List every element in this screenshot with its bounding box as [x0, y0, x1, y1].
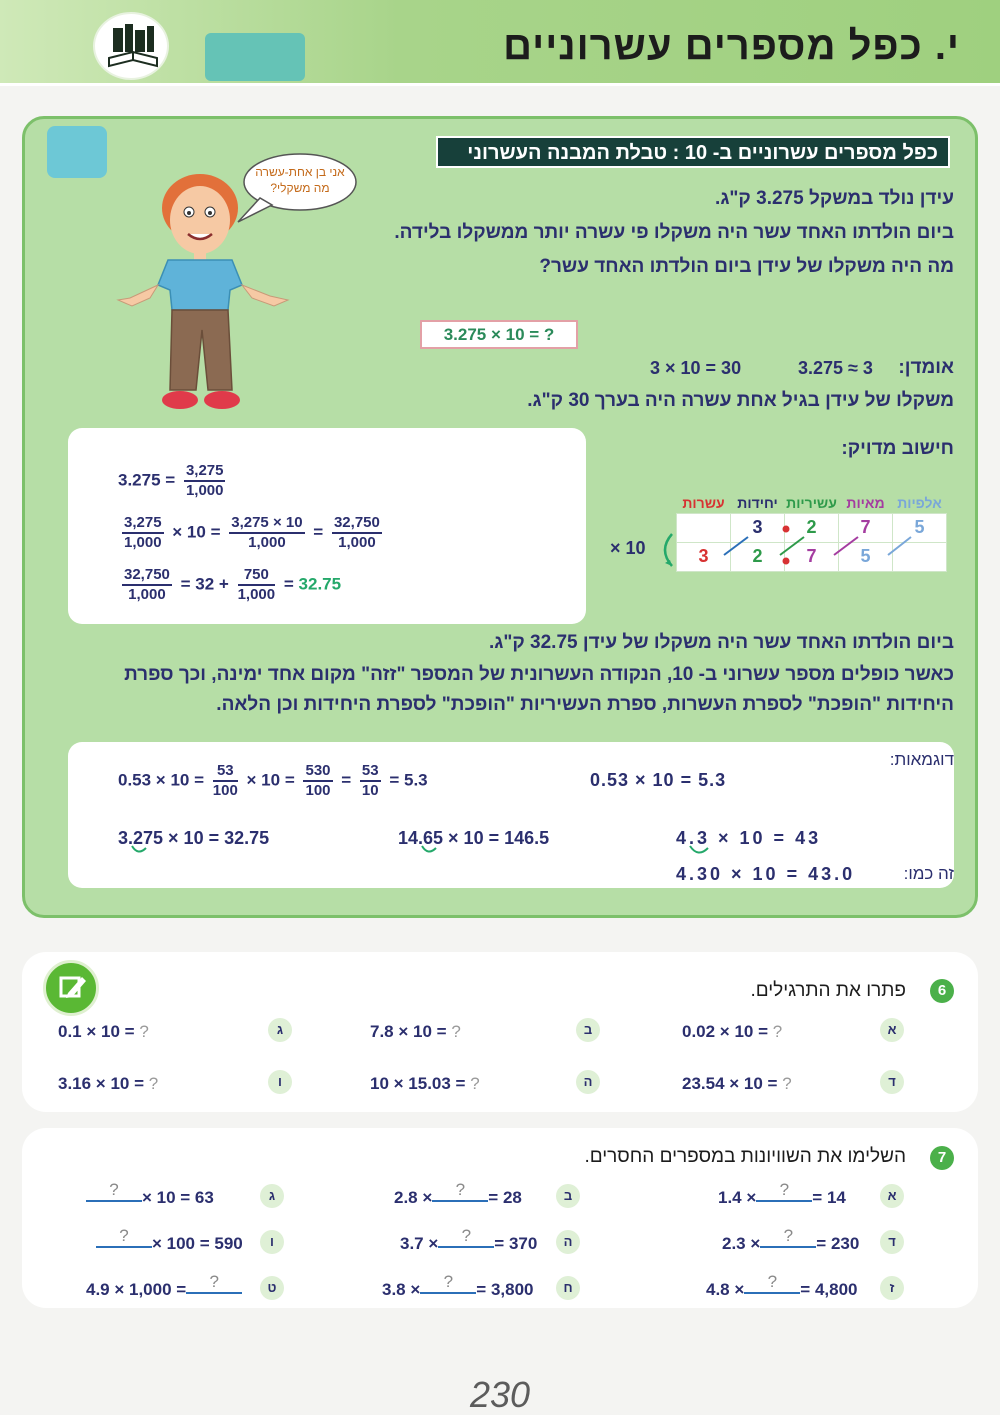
cell: 3 [677, 542, 731, 571]
item-letter: ג [260, 1184, 284, 1208]
boy-illustration [110, 150, 360, 415]
example-2: 0.53 × 10 = 5.3 [590, 770, 727, 790]
rule-line-1: כאשר כופלים מספר עשרוני ב- 10, הנקודה העשרונית של המספר "זזה" מקום אחד ימינה, וכך ספרת [124, 664, 954, 685]
story-line-2: ביום הולדתו האחד עשר היה משקלו פי עשרה יותר ממשקלו בלידה. [394, 222, 954, 243]
cell: 2 [731, 542, 785, 571]
corner-tab [47, 126, 107, 178]
times-ten-label: × 10 [610, 538, 646, 558]
exercise-6-item-a[interactable]: 0.02 × 10 = ? [682, 1022, 783, 1041]
example-5: 4.3 × 10 = 43 [676, 828, 822, 848]
section-heading: כפל מספרים עשרוניים ב- 10 : טבלת המבנה העשרוני [436, 136, 950, 168]
shift-arrows [130, 840, 730, 860]
exercise-7-item-c[interactable]: ? × 10 = 63 [86, 1188, 214, 1210]
cell: 5 [893, 513, 947, 542]
exercise-6-item-b[interactable]: 7.8 × 10 = ? [370, 1022, 461, 1041]
cell: 7 [839, 513, 893, 542]
result-line: ביום הולדתו האחד עשר היה משקלו של עידן 32.75 ק"ג. [488, 632, 954, 653]
exercise-6-item-f[interactable]: 3.16 × 10 = ? [58, 1074, 159, 1093]
exercise-7-item-h[interactable]: 3.8 × ? = 3,800 [382, 1272, 534, 1299]
item-letter: ב [576, 1018, 600, 1042]
item-letter: ד [880, 1230, 904, 1254]
rule-line-2: היחידות "הופכת" לספרת העשרות, ספרת העשיריות "הופכת" לספרת היחידות וכן הלאה. [216, 694, 954, 715]
item-letter: ו [268, 1070, 292, 1094]
item-letter: ה [576, 1070, 600, 1094]
header-tab [205, 33, 305, 81]
exact-label: חישוב מדויק: [841, 438, 954, 459]
estimate-product: 3 × 10 = 30 [650, 358, 742, 378]
pencil-icon [43, 960, 99, 1016]
item-letter: ג [268, 1018, 292, 1042]
page-header [0, 0, 1000, 86]
item-letter: ה [556, 1230, 580, 1254]
page-title: י. כפל מספרים עשרוניים [503, 24, 960, 68]
exact-line-1: 3.275 = $\frac{3,275}{1,000}$ [118, 462, 224, 499]
cell: 5 [839, 542, 893, 571]
story-line-1: עידן נולד במשקל 3.275 ק"ג. [715, 188, 954, 209]
item-letter: ב [556, 1184, 580, 1208]
item-letter: ח [556, 1276, 580, 1300]
item-letter: א [880, 1018, 904, 1042]
estimate-approx: 3.275 ≈ 3 [798, 358, 873, 378]
estimate-label: אומדן: [898, 357, 954, 378]
story-line-3: מה היה משקלו של עידן ביום הולדתו האחד עשר? [539, 256, 954, 277]
exercise-6-item-d[interactable]: 23.54 × 10 = ? [682, 1074, 792, 1093]
exact-line-3: $\frac{32,750}{1,000}$ = 32 + $\frac{750}{1,000}$ = 32.75 [124, 566, 342, 603]
example-6: 4.30 × 10 = 43.0 [676, 864, 856, 884]
reading-book-icon [93, 12, 169, 80]
exercise-7-item-g[interactable]: 4.8 × ? = 4,800 [706, 1272, 858, 1299]
cell: 2 [785, 513, 839, 542]
header-tenths: עשיריות [786, 494, 837, 511]
header-tens: עשרות [682, 494, 725, 511]
example-3: 3.275 × 10 = 32.75 [118, 828, 270, 848]
exercise-7-number: 7 [930, 1146, 954, 1170]
example-4: 14.65 × 10 = 146.5 [398, 828, 550, 848]
item-letter: ט [260, 1276, 284, 1300]
item-letter: ו [260, 1230, 284, 1254]
question-box: 3.275 × 10 = ? [420, 320, 578, 349]
exercise-6-card [22, 952, 978, 1112]
exercise-7-item-a[interactable]: 1.4 × ? = 14 [718, 1180, 846, 1207]
exercise-7-item-i[interactable]: 4.9 × 1,000 = ? [86, 1280, 242, 1302]
exact-line-2: $\frac{3,275}{1,000}$ × 10 = $\frac{3,275 \times 10}{1,000}$ = $\frac{32,750}{1,000}$ [124, 514, 380, 551]
decimal-point-markers [676, 513, 956, 577]
exercise-6-number: 6 [930, 979, 954, 1003]
item-letter: ז [880, 1276, 904, 1300]
exercise-7-instruction: השלימו את השוויונות במספרים החסרים. [584, 1146, 906, 1167]
cell: 7 [785, 542, 839, 571]
speech-bubble-text: אני בן אחת-עשרה מה משקלי? [255, 165, 345, 195]
exercise-7-item-b[interactable]: 2.8 × ? = 28 [394, 1180, 522, 1207]
page-number: 230 [469, 1374, 531, 1415]
examples-label: דוגמאות: [889, 750, 954, 769]
cell: 3 [731, 513, 785, 542]
exercise-6-instruction: פתרו את התרגילים. [750, 980, 906, 1001]
header-thousandths: אלפיות [897, 494, 942, 511]
exercise-6-item-e[interactable]: 10 × 15.03 = ? [370, 1074, 480, 1093]
example-fraction: 0.53 × 10 = $\frac{53}{100}$ × 10 = $\frac{530}{100}$ = $\frac{53}{10}$ = 5.3 [118, 762, 428, 799]
header-hundredths: מאיות [846, 494, 885, 511]
same-as-label: זה כמו: [903, 864, 954, 883]
curved-arrow-icon [656, 530, 676, 570]
item-letter: א [880, 1184, 904, 1208]
exercise-6-item-c[interactable]: 0.1 × 10 = ? [58, 1022, 149, 1041]
item-letter: ד [880, 1070, 904, 1094]
exercise-7-item-e[interactable]: 3.7 × ? = 370 [400, 1226, 538, 1253]
exercise-7-item-d[interactable]: 2.3 × ? = 230 [722, 1226, 860, 1253]
exercise-7-item-f[interactable]: ? × 100 = 590 [96, 1234, 243, 1256]
estimate-conclusion: משקלו של עידן בגיל אחת עשרה היה בערך 30 ק"ג. [527, 390, 954, 411]
header-units: יחידות [737, 494, 778, 511]
